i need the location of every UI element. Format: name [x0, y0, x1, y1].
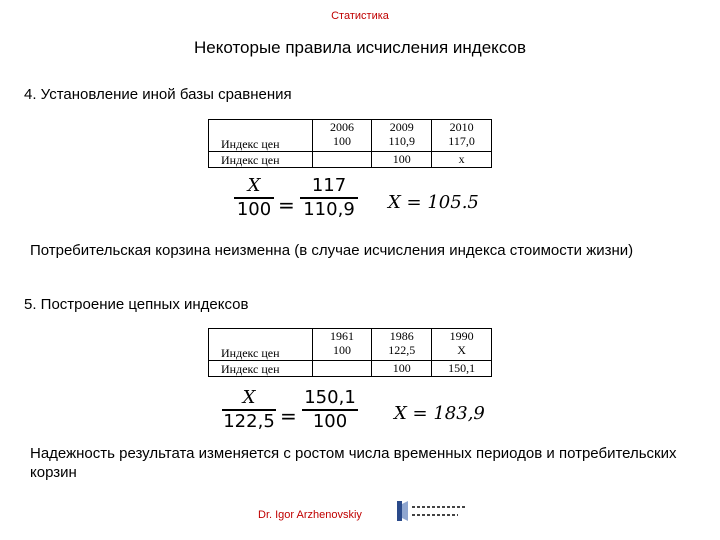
formula-5-equals: =: [280, 404, 297, 428]
table-cell: 1990 X: [432, 329, 492, 361]
institution-logo: [396, 498, 468, 524]
section-4-note: Потребительская корзина неизменна (в случае исчисления индекса стоимости жизни): [30, 242, 634, 259]
table-cell: 1961 100: [312, 329, 372, 361]
section-5-note: Надежность результата изменяется с ростом числа временных периодов и потребительских корзин: [30, 445, 677, 481]
table-cell: 2009 110,9: [372, 120, 432, 152]
formula-4-equals: =: [278, 193, 295, 217]
table-cell: 1986 122,5: [372, 329, 432, 361]
table-cell: 100: [372, 361, 432, 377]
section-5-table: [208, 328, 492, 377]
table-cell: 2006 100: [312, 120, 372, 152]
section-5-heading: 5. Построение цепных индексов: [24, 296, 249, 313]
table-cell: [312, 152, 372, 168]
table-cell: 2010 117,0: [432, 120, 492, 152]
table-cell: 100: [372, 152, 432, 168]
section-4-table: [208, 119, 492, 168]
table-label: Индекс цен: [209, 120, 313, 152]
table-cell: x: [432, 152, 492, 168]
slide-title: Некоторые правила исчисления индексов: [194, 38, 526, 57]
table-label: Индекс цен: [209, 361, 313, 377]
section-4-heading: 4. Установление иной базы сравнения: [24, 86, 292, 103]
table-cell: [312, 361, 372, 377]
slide-header: Статистика: [331, 10, 389, 22]
table-label: Индекс цен: [209, 152, 313, 168]
formula-5-right-fraction: 150,1 100: [302, 388, 358, 432]
formula-4-left-fraction: X 100: [234, 176, 274, 220]
table-label: Индекс цен: [209, 329, 313, 361]
formula-4-right-fraction: 117 110,9: [300, 176, 358, 220]
formula-5-left-fraction: X 122,5: [223, 387, 275, 432]
formula-4-result: X = 105.5: [388, 192, 479, 213]
formula-5-result: X = 183,9: [394, 403, 485, 424]
table-cell: 150,1: [432, 361, 492, 377]
author-credit: Dr. Igor Arzhenovskiy: [258, 509, 362, 521]
